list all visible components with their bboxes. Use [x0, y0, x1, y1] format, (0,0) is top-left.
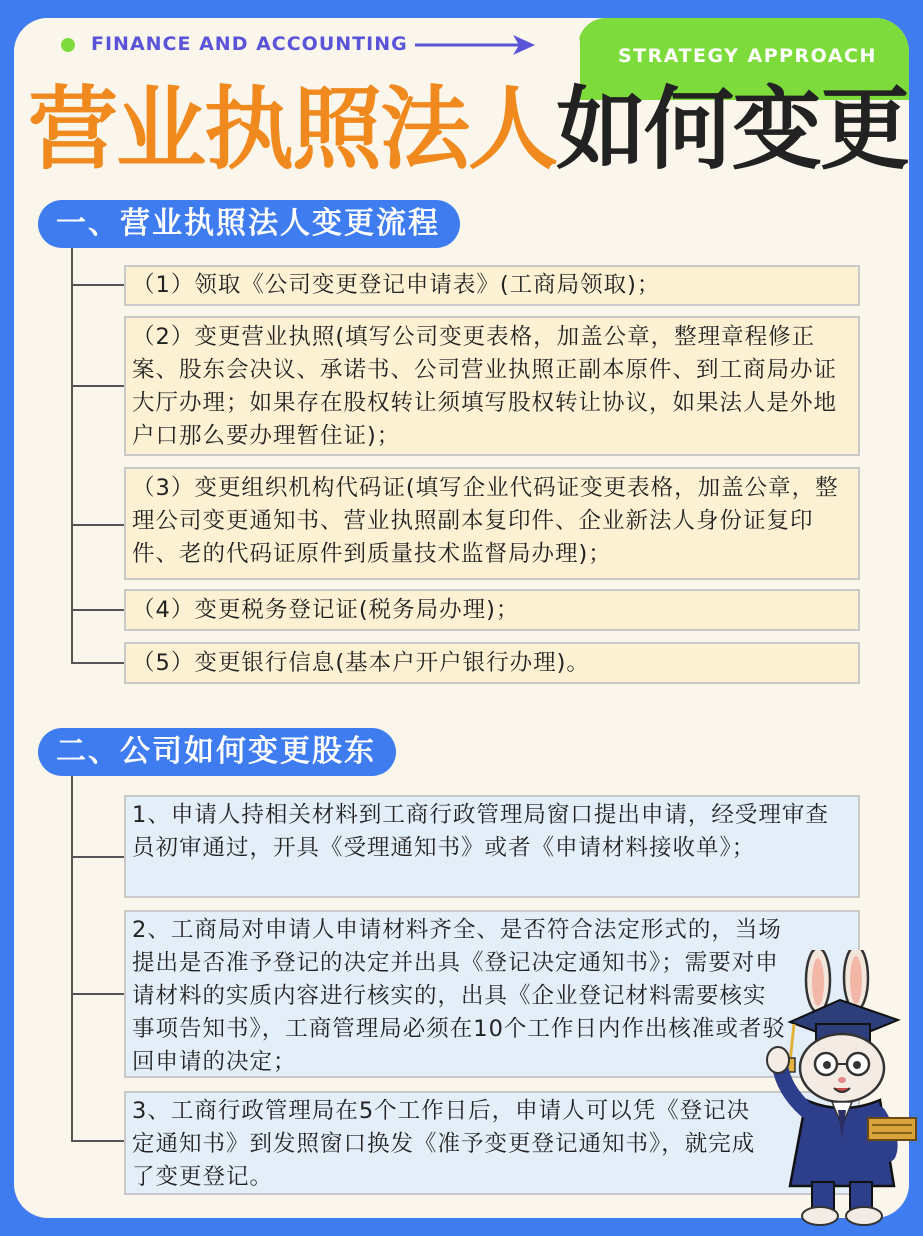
list-item: 2、工商局对申请人申请材料齐全、是否符合法定形式的，当场提出是否准予登记的决定并出具《登记决定通知书》；需要对申请材料的实质内容进行核实的，出具《企业登记材料需要核实事项告知书》，工商管理局必须在10个工作日内作出核准或者驳回申请的决定；: [124, 910, 860, 1078]
list-item: 3、工商行政管理局在5个工作日后，申请人可以凭《登记决定通知书》到发照窗口换发《准予变更登记通知书》，就完成了变更登记。: [124, 1091, 860, 1195]
list-item: 1、申请人持相关材料到工商行政管理局窗口提出申请，经受理审查员初审通过，开具《受理通知书》或者《申请材料接收单》；: [124, 795, 860, 898]
kicker-text: FINANCE AND ACCOUNTING: [91, 33, 408, 55]
tree-branch: [71, 1140, 126, 1142]
section2-tree-line: [71, 776, 73, 1142]
strategy-tag: STRATEGY APPROACH: [618, 45, 877, 67]
tree-branch: [71, 993, 126, 995]
tree-branch: [71, 662, 126, 664]
section1-heading: 一、营业执照法人变更流程: [38, 200, 460, 248]
list-item: （1）领取《公司变更登记申请表》(工商局领取)；: [124, 265, 860, 306]
section2-heading: 二、公司如何变更股东: [38, 728, 396, 776]
rabbit-graduate-mascot-icon: [760, 950, 920, 1230]
tree-branch: [71, 524, 126, 526]
arrow-right-icon: [413, 32, 539, 58]
section1-tree-line: [71, 248, 73, 664]
tree-branch: [71, 284, 126, 286]
list-item: （5）变更银行信息(基本户开户银行办理)。: [124, 642, 860, 684]
list-item: （4）变更税务登记证(税务局办理)；: [124, 589, 860, 631]
list-item: （2）变更营业执照(填写公司变更表格，加盖公章，整理章程修正案、股东会决议、承诺书、公司营业执照正副本原件、到工商局办证大厅办理；如果存在股权转让须填写股权转让协议，如果法人是外地户口那么要办理暂住证)；: [124, 316, 860, 456]
bullet-dot-icon: [61, 38, 75, 52]
tree-branch: [71, 856, 126, 858]
list-item: （3）变更组织机构代码证(填写企业代码证变更表格，加盖公章，整理公司变更通知书、营业执照副本复印件、企业新法人身份证复印件、老的代码证原件到质量技术监督局办理)；: [124, 467, 860, 580]
tree-branch: [71, 609, 126, 611]
page-title: [28, 77, 908, 182]
tree-branch: [71, 385, 126, 387]
title-rest: 如何变更: [556, 77, 908, 182]
title-highlight: 营业执照法人: [28, 77, 556, 182]
